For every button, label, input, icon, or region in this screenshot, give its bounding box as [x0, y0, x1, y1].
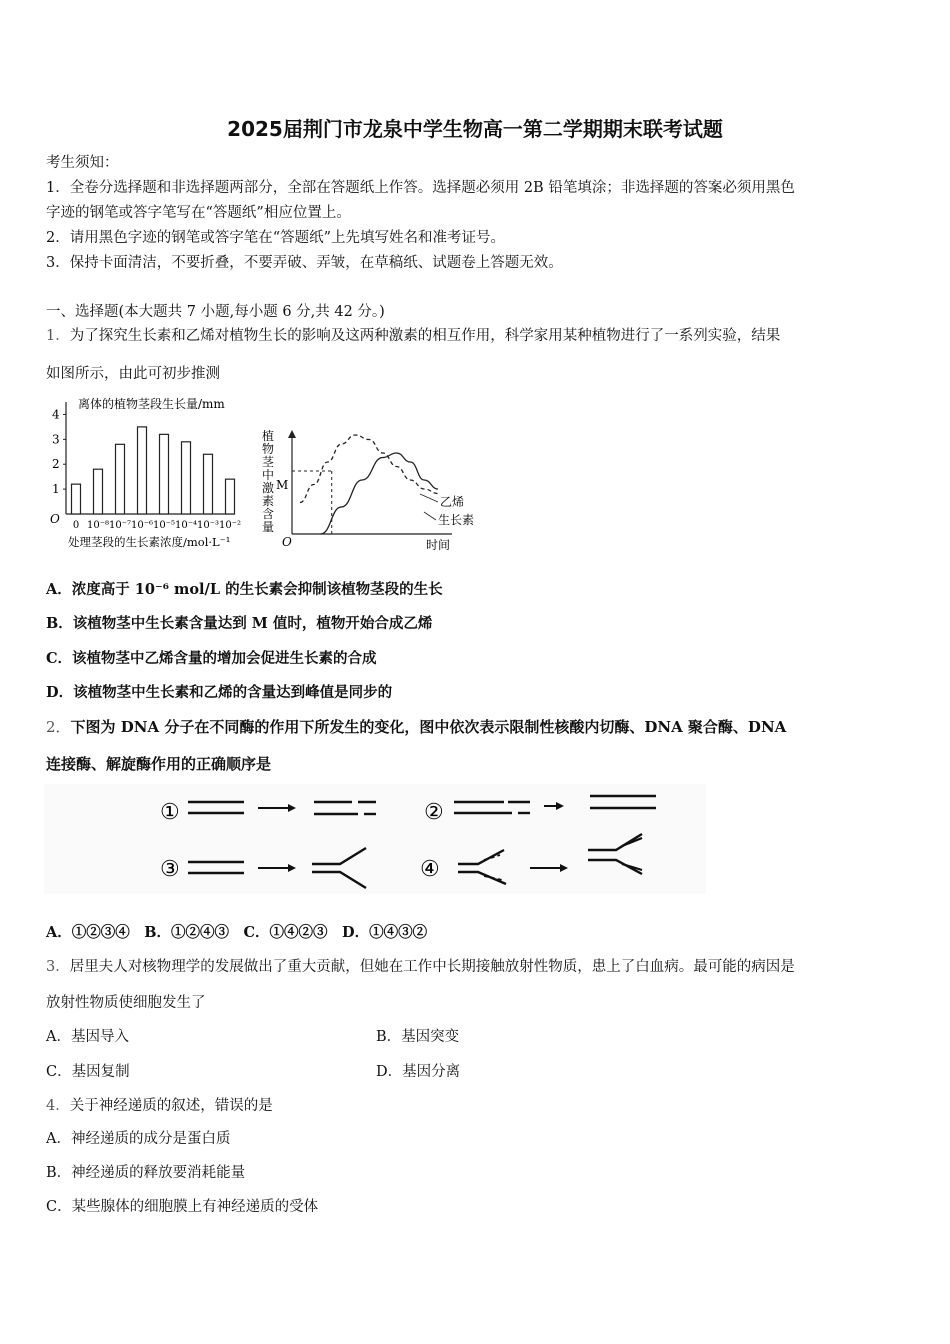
line-y-label-char: 激	[262, 481, 275, 495]
question-4-option-a[interactable]: A．神经递质的成分是蛋白质	[46, 1131, 231, 1147]
bar-x-tick-label: 10⁻⁴	[174, 520, 198, 531]
legend-ethylene: 乙烯	[440, 495, 465, 509]
question-1-option-c[interactable]: C．该植物茎中乙烯含量的增加会促进生长素的合成	[46, 650, 377, 667]
question-2-stem	[46, 717, 786, 737]
bar-x-tick-label: 10⁻⁷	[108, 520, 132, 531]
notice-line-3: 3．保持卡面清洁，不要折叠，不要弄破、弄皱，在草稿纸、试题卷上答题无效。	[46, 255, 563, 271]
line-y-label-char: 茎	[262, 455, 275, 469]
question-3-stem-b: 放射性物质使细胞发生了	[46, 995, 206, 1011]
figure-label-4: ④	[420, 857, 440, 882]
bar	[160, 434, 169, 514]
line-y-label-char: 物	[262, 442, 275, 456]
legend-leader	[420, 494, 438, 502]
bar-chart	[44, 392, 284, 552]
bar	[116, 444, 125, 514]
question-3-option-b[interactable]: B．基因突变	[376, 1029, 460, 1045]
question-1-stem	[46, 326, 780, 346]
question-4-option-b[interactable]: B．神经递质的释放要消耗能量	[46, 1165, 246, 1181]
bar-chart-title: 离体的植物茎段生长量/mm	[78, 397, 225, 411]
bar-x-tick-label: 10⁻⁸	[86, 520, 110, 531]
question-3-option-a[interactable]: A．基因导入	[46, 1029, 129, 1045]
bar	[182, 442, 191, 514]
bar	[138, 427, 147, 514]
bar-y-tick-label: 4	[52, 407, 60, 422]
bar	[226, 479, 235, 514]
bar-origin-label: O	[50, 512, 60, 526]
question-2-number: 2．	[46, 718, 71, 736]
series-line-auxin	[300, 435, 438, 503]
question-2-stem-a: 下图为 DNA 分子在不同酶的作用下所发生的变化，图中依次表示限制性核酸内切酶、DNA 聚合酶、DNA	[70, 718, 787, 736]
line-y-label-char: 中	[262, 468, 275, 482]
bar-x-tick-label: 10⁻⁶	[130, 520, 154, 531]
bar-y-tick-label: 3	[52, 432, 60, 447]
line-x-label: 时间	[426, 538, 451, 552]
line-y-label-char: 植	[262, 429, 275, 443]
notice-line-1: 1．全卷分选择题和非选择题两部分，全部在答题纸上作答。选择题必须用 2B 铅笔填涂；非选择题的答案必须用黑色	[46, 180, 795, 196]
line-m-label: M	[276, 478, 289, 492]
notice-line-2: 2．请用黑色字迹的钢笔或答字笔在“答题纸”上先填写姓名和准考证号。	[46, 230, 506, 246]
line-y-label-char: 量	[262, 520, 275, 534]
question-3-stem	[46, 957, 795, 977]
line-y-label-char: 含	[262, 507, 275, 521]
question-4-number: 4．	[46, 1098, 70, 1114]
notice-line-1-cont: 字迹的钢笔或答字笔写在“答题纸”相应位置上。	[46, 205, 351, 221]
question-3-option-c[interactable]: C．基因复制	[46, 1064, 130, 1080]
bar	[204, 454, 213, 514]
bar	[72, 484, 81, 514]
figure-label-2: ②	[424, 800, 444, 825]
bar-y-tick-label: 1	[52, 482, 60, 497]
bar-x-tick-label: 10⁻²	[218, 520, 242, 531]
dna-enzyme-figure	[44, 784, 706, 894]
legend-leader	[424, 512, 436, 520]
question-1-option-a[interactable]: A．浓度高于 10⁻⁶ mol/L 的生长素会抑制该植物茎段的生长	[46, 581, 443, 598]
figure-label-3: ③	[160, 857, 180, 882]
figure-background	[44, 784, 706, 894]
page-title: 2025届荆门市龙泉中学生物高一第二学期期末联考试题	[227, 117, 723, 141]
line-chart	[256, 428, 486, 556]
bar-x-tick-label: 0	[72, 520, 80, 531]
bar-x-label: 处理茎段的生长素浓度/mol·L⁻¹	[68, 535, 231, 549]
line-y-label-char: 素	[262, 494, 275, 508]
line-y-arrow	[288, 430, 296, 438]
question-1-option-d[interactable]: D．该植物茎中生长素和乙烯的含量达到峰值是同步的	[46, 684, 393, 701]
question-1-option-b[interactable]: B．该植物茎中生长素含量达到 M 值时，植物开始合成乙烯	[46, 615, 433, 632]
question-1-number: 1．	[46, 328, 70, 344]
bar-y-tick-label: 2	[52, 457, 60, 472]
figure-label-1: ①	[160, 800, 180, 825]
question-3-number: 3．	[46, 959, 70, 975]
notice-heading: 考生须知：	[46, 155, 119, 171]
question-4-option-c[interactable]: C．某些腺体的细胞膜上有神经递质的受体	[46, 1199, 319, 1215]
question-3-option-d[interactable]: D．基因分离	[376, 1064, 461, 1080]
question-1-stem-a: 为了探究生长素和乙烯对植物生长的影响及这两种激素的相互作用，科学家用某种植物进行了一系列实验，结果	[69, 328, 781, 344]
bar-x-tick-label: 10⁻³	[196, 520, 220, 531]
bar-x-tick-label: 10⁻⁵	[152, 520, 176, 531]
question-4-stem-text: 关于神经递质的叙述，错误的是	[69, 1098, 273, 1114]
question-4-stem	[46, 1096, 273, 1116]
section-heading: 一、选择题(本大题共 7 小题,每小题 6 分,共 42 分。)	[46, 304, 385, 320]
line-origin-label: O	[282, 535, 292, 549]
question-1-stem-b: 如图所示，由此可初步推测	[46, 366, 220, 382]
legend-auxin: 生长素	[438, 513, 475, 527]
question-2-options[interactable]: A．①②③④ B．①②④③ C．①④②③ D．①④③②	[46, 924, 428, 941]
question-2-stem-b: 连接酶、解旋酶作用的正确顺序是	[46, 755, 272, 773]
series-line-ethylene	[321, 453, 438, 534]
question-3-stem-a: 居里夫人对核物理学的发展做出了重大贡献，但她在工作中长期接触放射性物质，患上了白血病。最可能的病因是	[69, 959, 795, 975]
bar	[94, 469, 103, 514]
